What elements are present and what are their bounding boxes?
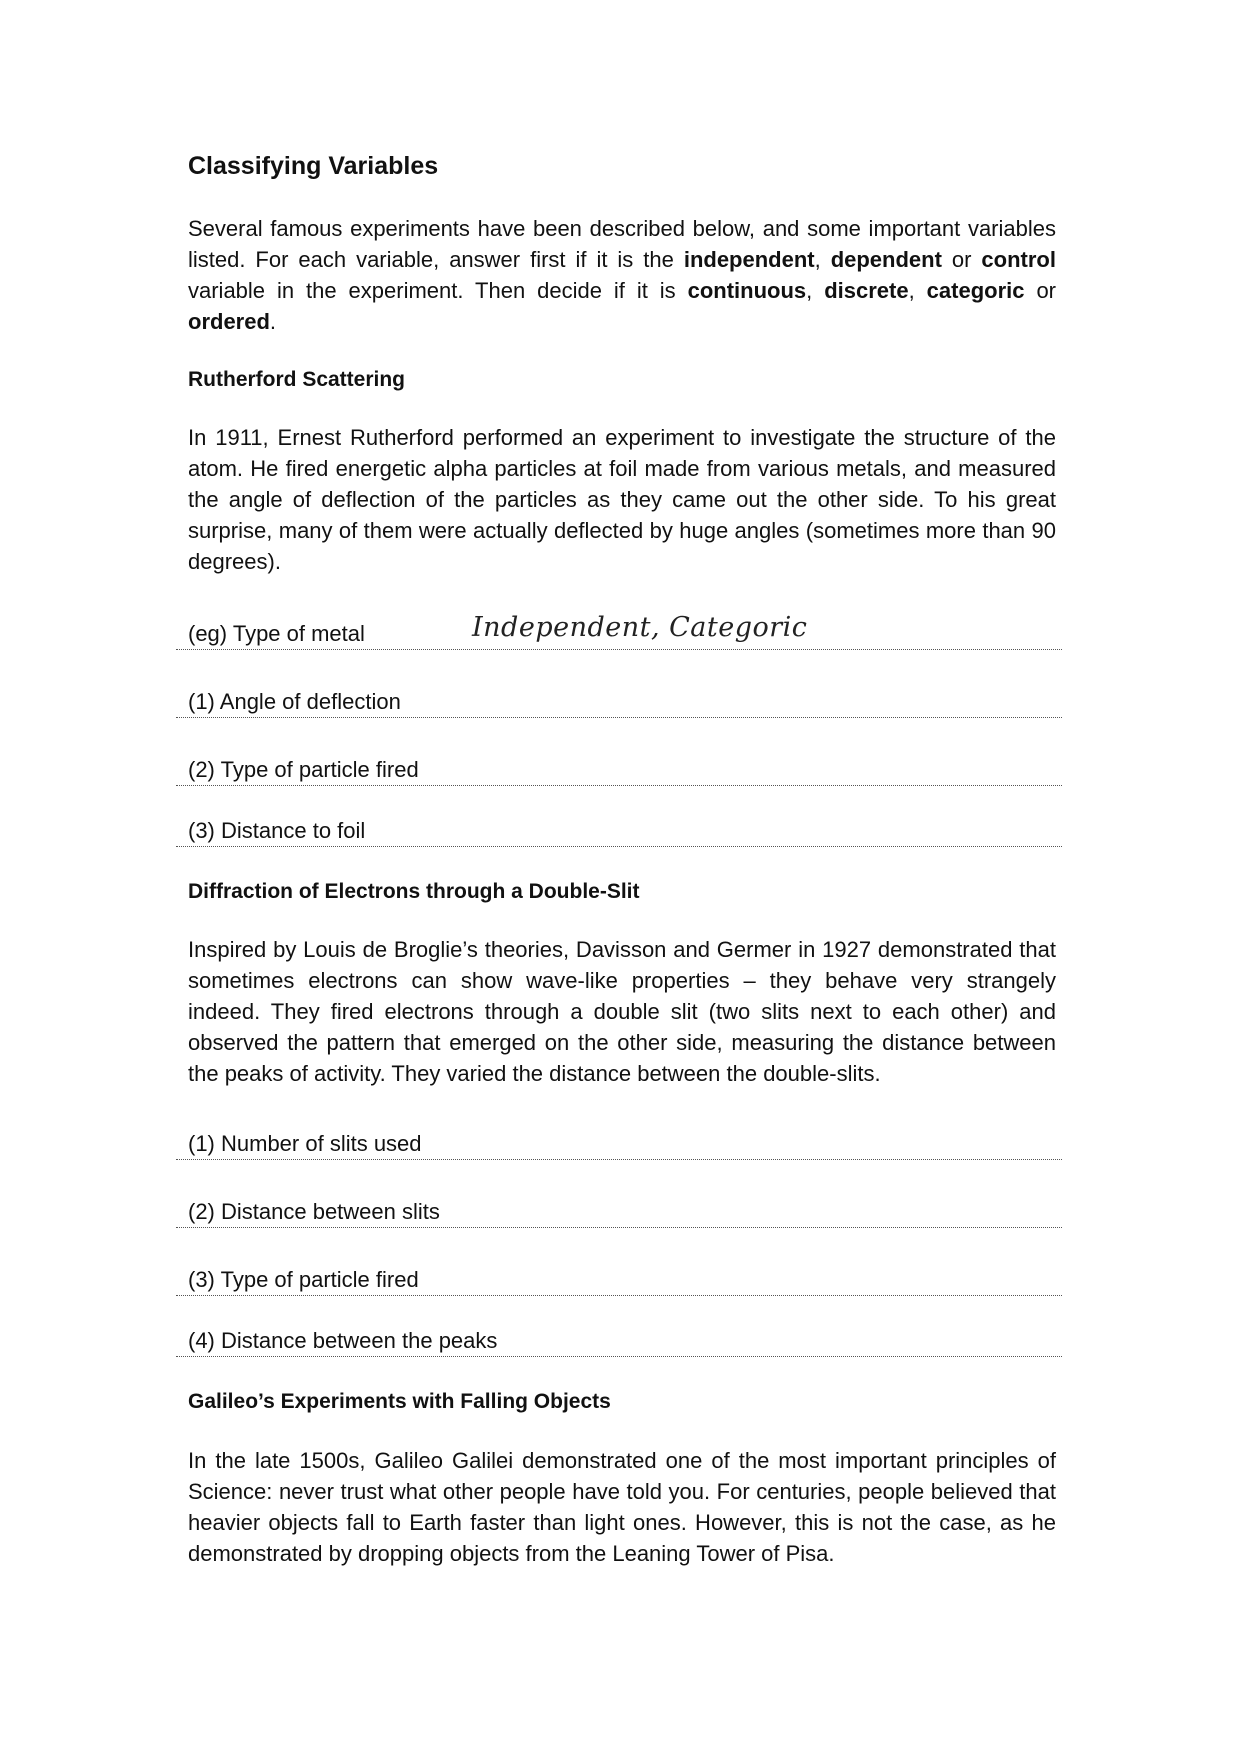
answer-row-label: (3) Distance to foil [188, 817, 366, 843]
answer-row-label: (3) Type of particle fired [188, 1267, 419, 1293]
term-categoric: categoric [926, 277, 1025, 303]
answer-row-label: (2) Type of particle fired [188, 756, 419, 782]
answer-row-value: Independent, Categoric [472, 611, 808, 643]
answer-row[interactable] [176, 1160, 1062, 1228]
intro-text: or [941, 246, 982, 272]
term-independent: independent [683, 246, 815, 272]
intro-text: variable in the experiment. Then decide if it is [188, 277, 688, 303]
answer-row-label: (1) Number of slits used [188, 1131, 422, 1157]
section-heading-double-slit: Diffraction of Electrons through a Double-Slit [188, 879, 640, 903]
answer-row-label: (4) Distance between the peaks [188, 1328, 498, 1354]
intro-text: , [814, 246, 831, 272]
term-ordered: ordered [188, 308, 270, 334]
section-paragraph-galileo: In the late 1500s, Galileo Galilei demonstrated one of the most important principles of Science: never trust what other people have told you. For centuries, people believed that heavier objects fall to Earth faster than light ones. However, this is not the case, as he demonstrated by dropping objects from the Leaning Tower of Pisa. [188, 1447, 1056, 1566]
term-discrete: discrete [824, 277, 909, 303]
intro-text: , [806, 277, 825, 303]
section-paragraph-double-slit: Inspired by Louis de Broglie’s theories, Davisson and Germer in 1927 demonstrated that sometimes electrons can show wave-like properties – they behave very strangely indeed. They fired electrons through a double slit (two slits next to each other) and observed the pattern that emerged on the other side, measuring the distance between the peaks of activity. They varied the distance between the double-slits. [188, 937, 1056, 1087]
answer-row[interactable] [176, 650, 1062, 718]
intro-text: or [1024, 277, 1056, 303]
intro-text: . [269, 308, 277, 334]
answer-row-label: (eg) Type of metal [188, 620, 365, 646]
term-continuous: continuous [687, 277, 807, 303]
answer-row-label: (1) Angle of deflection [188, 688, 401, 714]
worksheet-content [188, 150, 1056, 1569]
answer-row[interactable] [176, 1089, 1062, 1160]
intro-text: Several famous experiments have been described below, and some important variables listed. For each variable, answer first if it is the [188, 215, 1056, 272]
term-control: control [981, 246, 1056, 272]
answer-row-label: (2) Distance between slits [188, 1199, 440, 1225]
term-dependent: dependent [830, 246, 942, 272]
answer-row[interactable] [176, 718, 1062, 786]
intro-text: , [908, 277, 927, 303]
answer-row[interactable] [176, 577, 1062, 650]
section-paragraph-rutherford: In 1911, Ernest Rutherford performed an experiment to investigate the structure of the atom. He fired energetic alpha particles at foil made from various metals, and measured the angle of deflection of the particles as they came out the other side. To his great surprise, many of them were actually deflected by huge angles (sometimes more than 90 degrees). [188, 424, 1056, 574]
section-heading-rutherford: Rutherford Scattering [188, 367, 406, 391]
answer-row[interactable] [176, 1228, 1062, 1296]
answer-row[interactable] [176, 1296, 1062, 1357]
page-title: Classifying Variables [188, 152, 439, 180]
section-heading-galileo: Galileo’s Experiments with Falling Objects [188, 1390, 611, 1414]
intro-paragraph [188, 213, 1056, 337]
answer-row[interactable] [176, 786, 1062, 847]
